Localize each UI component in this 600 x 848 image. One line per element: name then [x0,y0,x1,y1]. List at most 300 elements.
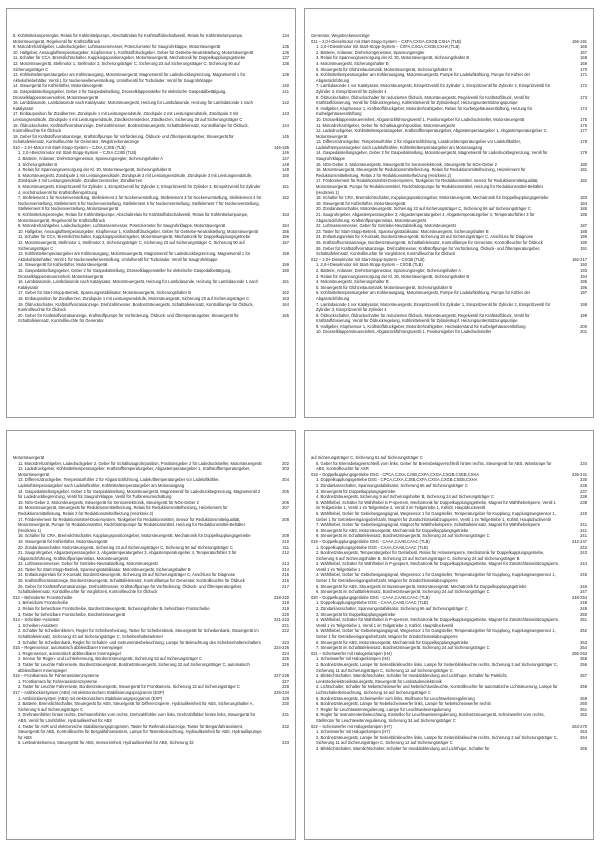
toc-entry-page: 178 [580,139,587,145]
toc-entry-title: 2. Batterie, Anlasser, Drehstromgenerator, Spannungsregler [316,49,425,55]
toc-entry-title: 6. Bordnetzsteuergerät, Lampe für Nebelscheinwerfer links, Lampe für Nebelscheinwerfer rechts [316,701,491,707]
toc-entry-page: 188 [580,228,587,234]
toc-entry-page: 235 [580,477,587,483]
toc-entry-title: 4. Motorsteuergerät, Sicherungshalter B [316,60,389,66]
toc-entry-page: 255 [580,656,587,662]
toc-entry [311,83,587,94]
toc-entry-title: 25. Kraftstoffvorratsanzeige, Bordnetzsteuergerät, Schalttafeleinsatz, Kontrolllampe für Generator, Kontrollleuchte für Öldruck [18,578,245,584]
toc-entry-page: 211 [282,544,289,550]
quadrant-bottom-left [6,430,296,840]
toc-entry [13,123,289,134]
toc-entry-page: 236 [580,482,587,488]
toc-entry-page: 195 [580,279,587,285]
toc-entry [311,572,587,583]
toc-entry-title: 12. Motorsteuergerät, Stellmotor 1, Stellmotor 2, Sicherungsträger C, Sicherung 23 auf Sicherungsträger C, Sicherung 90 auf Sicherungsträger C [13,60,240,72]
toc-entry-page: 263 [580,729,587,735]
toc-entry-page: 226 [282,661,289,667]
toc-entry-page: 201 [580,329,587,335]
toc-entry-title: 8. Öldruckschalter, Öldruckschalter für reduzierten Öldruck, Motorsteuergerät, Regelventil für Kraftstoffdruck, Ventil für Kraftstoffdosierung, Ventil für Öldruckregelung, Kühlmittelventil für Zylinderkopf, Heizungsunterstützungspumpe [316,94,530,106]
quadrant-top-left [6,8,296,418]
toc-entry-title: 3. Steuergerät für Doppelkupplungsgetriebe [316,488,396,494]
toc-entry-page: 163 [282,295,289,301]
toc-entry-title: 11. Schalter für CCA, Bremslichtschalter, Kupplungspositionsgeber, Motorsteuergerät, Mechatronik für Doppelkupplungsgetriebe [13,55,246,61]
toc-entry-page: 233 [282,740,289,746]
toc-entry [311,212,587,223]
toc-entry-page: 170 [580,66,587,72]
toc-entry-page: 142 [282,100,289,106]
toc-entry-page: 241 [580,522,587,528]
toc-entry-title: 21. Saugrohrgeber, Abgastemperaturgeber 2, Abgastemperaturgeber 4, Abgastemperaturgeber 4, Temperaturfühler 3 für Abgasrückführung, Kraftstoffpumpenrelais, Motorsteuergerät [316,212,535,223]
toc-entry-title: 013 – Behinderter Fronstscheibe [13,594,73,600]
toc-entry-page: 212 [282,550,289,556]
toc-entry-title: Motorsteuergerät [13,455,45,460]
toc-entry-page: 200 [580,323,587,329]
toc-entry-title: 3. Blinklichtschalter, Warnlichtschalter, Schalter für Handabblendung und Lichthupe, Schalter für Parklicht, Lenkstockelektroniksteuergerät, Steuergerät für Lenksäulenelektronik [316,673,508,684]
toc-entry-title: 4. Bordnetzsteuergerät, Sicherung 5 auf Sicherungshalter B, Sicherung 24 auf Sicherungsträger C [316,494,494,500]
toc-entry-title: 14. Steuergerät für Kühlerlüfter, Motorsteuergerät [13,83,103,89]
toc-entry-page: 177 [580,128,587,134]
toc-entry [311,302,587,313]
toc-entry-page: 235-241 [571,471,587,477]
toc-entry-page: 138 [282,60,289,66]
toc-entry [13,279,289,290]
toc-entry-title: 8. Öldruckschalter, Öldruckschalter für reduzierten Öldruck, Motorsteuergerät, Regelventil für Kraftstoffdruck, Ventil für Kraftstoffdosierung, Ventil für Öldruckregelung, Kühlmittelventil für Zylinderkopf, Heizungsunterstützungspumpe [316,312,530,324]
toc-entry-page: 152 [282,195,289,201]
toc-entry-page: 227-228 [273,673,289,679]
toc-entry-title: 2. Batterie, Bremslichtschalter, Steuergerät für ABS, Steuergerät für Differenzsperre, Hydraulikeinheit für ABS, Sicherungshalter A, Sicherung 6 auf Sicherungsträger C [18,701,254,712]
toc-entry-page: 168 [580,55,587,61]
toc-entry-title: 5. Steuergerät für ABS, Steuergerät im Bussteuergerät, Motorsteuergerät, Mechatronik für Doppelkupplungsgetriebe [316,583,527,589]
toc-entry-title: 3. Taster für Leuchte Fahrerseite, Bordnetzsteuergerät, Bordnetzsteuergerät, Sicherung 32 auf Sicherungsträger C, automatisch abblendbarer Innenspiegel [18,661,250,673]
toc-entry-page: 220 [282,611,289,617]
toc-entry-page: 215 [282,572,289,578]
toc-entry [13,712,289,723]
toc-entry-page: 191 [580,245,587,251]
toc-entry [13,111,289,122]
toc-entry-title: 1. 2,0-l-Benzinmotor mit Start-Stopp-System – CJXA,CJXB (TLB) [18,150,137,156]
toc-entry-title: 1. Beheizbare Frontscheibe [18,600,69,606]
toc-entry [13,466,289,477]
toc-entry-title: 6. Kühlmitteltemperaturgeber am Kühlerausgang, Motorsteuergerät, Pumpe für Ladeluftkühlung, Pumpe für Kühler der Abgasrückführung [316,72,531,83]
toc-entry-title: 20. Geber für Kraftstoffvorratsanzeige, Kraftstoffpumpe für Vorförderung, Öldruck- und Öltemperaturgeber, Steuergerät für Schaltafeleinsatz, Kontrollleuchte für Generator [18,312,239,324]
toc-entry-title: 22. Luftmassenmesser, Geber für Getriebe-Neutralstellung, Motorsteuergerät [18,561,158,567]
toc-entry-page: 222 [282,628,289,634]
toc-entry [13,195,289,212]
toc-entry-page: 257 [580,673,587,679]
toc-entry-page: 253 [580,639,587,645]
toc-entry-page: 181 [580,167,587,173]
toc-entry-page: 241 [580,527,587,533]
toc-entry-page: 258 [580,684,587,690]
toc-entry-page: 199 [580,312,587,318]
toc-entry [13,240,289,251]
toc-entry [13,628,289,639]
toc-entry-title: 15. NOx-Geber 2, Motorsteuergerät, Steuergerät für Sensorelektronik, Steuergerät für NOx-Geber 2 [316,161,497,167]
toc-entry-title: 2. Batterie, Anlasser, Drehstromgenerator, Spannungsregler, Sicherungshalter A [316,267,461,273]
toc-entry-title: 2. Batterie, Anlasser, Drehstromgenerator, Spannungsregler, Sicherungshalter A [18,156,163,162]
toc-entry [13,89,289,100]
toc-entry-page: 158 [282,251,289,257]
toc-entry-title: 20. Zündanlassschalter, Motorsteuergerät, Sicherung 23 auf Sicherungsträger C, Sicherung 56 auf Sicherungsträger C [18,544,233,550]
quadrant-top-right [304,8,594,418]
toc-entry-title: 3. Wählhebel, Schalter für Wählhebel in P-gesperrt, Mechatronik für Doppelkupplungsgetriebe, Magnet für Zündschlüsselabzugsperre, Ventil 1 im Teilgetriebe 1 [316,561,560,572]
toc-entry-title: 5. Motorsteuergerät, Zündspule 1 mit Leistungsendstufe, Zündspule 2 mit Leistungsendstufe, Zündspule 3 mit Leistungsendstufe, Zündspule 4 mit Leistungsendstufe, Zündkerzenstecker, Zündkerzen [18,172,253,184]
toc-entry-page: 242-247 [571,538,587,544]
toc-entry-title: 5. Wählhebel, Geber für Gebiebesgangsignal, Wegsensor 1 für Gangsteller, Temperaturgeber für Kupplung, Kupplungswegsensor 1, Geber 1 für Getriebeeingangsdrehzahl, Magnet für Zündschlüsselabzugsperre [316,628,556,639]
toc-list [311,33,587,335]
toc-entry-page: 180 [580,161,587,167]
toc-entry-title: 11. Motordrehzahlgeber, Ladedruckgeber 2, Geber für Schaltsaugrohrposition, Positionsgeber 2 für Ladedrucksteller, Motorsteuergerät [18,460,262,466]
toc-entry-title: 011 – 2,0-l-Dieselmotor mit Start-Stopp-System – CXFA,CXGA,CXGB,CXHA (TLB) [311,38,462,44]
toc-entry [311,746,587,752]
toc-entry-page: 255-262 [571,650,587,656]
toc-entry-title: 19. Geber für Kraftstoffvorratsanzeige, Kraftstoffpumpe für Vorförderung, Öldruck- und Öltemperaturgeber, Steuergerät für Schaltafeleinsatz, Kontrollleuchte für Generator, Wegstreckenanzeige [13,133,234,145]
toc-entry [13,184,289,195]
toc-entry-page: 249 [580,606,587,612]
toc-entry-page: 219 [282,606,289,612]
toc-entry-page: 159 [282,262,289,268]
toc-entry-page: 237 [580,488,587,494]
toc-entry-title: 26. Geber für Kraftstoffvorratsanzeige, Drehzahlmesser, Kraftstoffpumpe für Vorförderung, Öldruck- und Öltemperaturgeber, Schalttafeleinsatz, Kontrollleuchte für Vorglühzeit, Kontrollleuchte für Öldruck [316,245,541,257]
toc-entry-page: 140 [282,83,289,89]
toc-entry-title: 7. Stellelement 1 für Nockenverstellung, Stellelement 2 für Nockenverstellung, Stellelement 3 für Nockenverstellung, Stellelement 4 für Nockenverstellung, Stellelement 5 für Nockenverstellung, Stellelement 6 für Nockenverstellung, Stellelement 7 für Nockenverstellung, Stellelement 8 für Nockenverstellung, Motorsteuergerät [18,195,262,212]
toc-entry-title: 16. Motorsteuergerät, Steuergerät für Reduktionsmittelheizung, Relais für Reduktionsmittelheizung, Heizelement für Reduktionsmittelleitung, Relais 2 für Reduktionsmittelheizung (Heizkreis 2) [18,505,228,516]
toc-entry-title: 019 – Doppelkupplungsgetriebe DSG - CAAA,CAAB,CAAC (TLB) [311,538,430,544]
toc-entry-title: 3. Sicherungshalter B [18,161,58,167]
toc-entry-title: 1. Regensensor, automatisch abblendbarer Innenspiegel [18,650,121,656]
toc-entry-title: 12. Ladedruckgeber, Kühlmitteltemperaturgeber, Kraftstofftemperaturgeber, Abgastemperaturgeber 1, Abgastemperaturgeber 3, Motorsteuergerät [316,128,547,139]
toc-entry-title: 6. Kühlmitteltemperaturgeber am Kühlerausgang, Motorsteuergerät, Pumpe für Ladeluftkühlung, Pumpe für Kühler der Abgasrückführung [316,290,531,301]
toc-entry-page: 134 [282,33,289,38]
toc-entry-page: 238 [580,494,587,500]
toc-entry [13,701,289,712]
toc-entry-page: 247 [580,589,587,595]
toc-list [13,455,289,746]
toc-entry-title: 5. Bordnetzsteuergerät, Scheinwerfer vorn links, Stellmotor für Leuchtweitenregulierung [316,695,475,701]
toc-entry-page: 265 [580,745,587,751]
toc-list [311,455,587,751]
toc-entry [13,100,289,111]
toc-entry [13,505,289,516]
toc-entry-page: 151 [282,184,289,190]
toc-entry-title: 8. Kühlmittelumpenregler, Relais für Kühlmittelpumpe, Abschaltrelais für Kraftstoffabschaltventil, Relais für Kühlmittelumpumpe, Motorsteuergerät, Regelventil für Kraftstoffdruck [18,212,249,223]
toc-entry-page: 146-165 [273,144,289,150]
toc-entry [13,72,289,83]
toc-entry-title: 1. 2,0-l-Dieselmotor mit Start-Stopp-System – CXGB (TLB) [316,262,423,268]
toc-entry-page: 218 [282,600,289,606]
toc-entry-page: 224-226 [273,645,289,651]
toc-entry-page: 218-220 [273,594,289,600]
toc-entry-page: 183 [580,195,587,201]
toc-entry [311,673,587,684]
toc-entry-page: 193 [580,267,587,273]
toc-entry-title: 1. Scheinwerfer mit Halogenlampen (H7) [316,729,390,735]
toc-entry-page: 256 [580,661,587,667]
toc-entry-page: 223 [282,639,289,645]
toc-entry-title: 7. Wählhebel, Geber für Gebiebesgangsignal, Magnet für Wählhebelsperre, Schalttafeleinsatz, Magnet für Wählhebelsperre [316,522,541,528]
toc-entry [311,329,587,335]
toc-entry-page: 184 [580,200,587,206]
toc-entry [13,173,289,184]
toc-entry-title: 10. Drosselklappensteuereinheit, Abgasrückführungsventil 1, Positionsgeber für Ladedrucksteller, Motorsteuergerät [316,116,525,122]
toc-entry-title: 18. Schalter für CRA, Bremslichtschalter, Kupplungspositionsgeber, Motorsteuergerät, Mechatronik für Doppelkupplungsgetriebe [316,195,549,201]
toc-entry [13,33,289,44]
toc-entry-page: 221-223 [273,617,289,623]
toc-entry-page: 261 [580,706,587,712]
toc-entry-title: 2. Zündanlassschalter, Spannungsstabilisator, Sicherung 56 auf Sicherungsträger C [316,606,468,612]
toc-entry-title: 1. 2,0-l-Dieselmotor mit Start-Stopp-System – CXFA,CXGA,CXGB,CXHA (TLB) [316,44,460,50]
toc-entry-page: 157 [282,239,289,245]
toc-entry-page: 263-270 [571,723,587,729]
quadrant-bottom-right [304,430,594,840]
toc-entry-title: 1. Doppelkupplungsgetriebe DSG - CAAA,CAAB,CAAC (TLB) [316,544,428,550]
toc-entry-title: 4. Motorsteuergerät, Sicherungshalter B [316,279,389,285]
toc-entry-title: 014 – Scheiben-Assistent [13,617,60,623]
toc-entry-title: 16. Lambdasonde, Lambdasonde nach Katalysator, Motorsteuergerät, Heizung für Lambdasonde, Heizung für Lambdasonde 1 nach Katalysator [13,100,253,111]
toc-entry-title: 012 – 2,0-l-Dieselmotor mit Start-Stopp-System – CXGB (TLB) [311,256,425,262]
toc-entry-title: 4. Taster für ASR und elektronische Stabilisierungsprogramm, Taster für Reifendruckanzeige, Taster für Berganfahrassistent, Steuergerät für ABS, Kontrollleuchte für Bergabfahrassistent, Lampe für Tastenbeleuchtung, Hydraulikeinheit für ABS, Hydraulikpumpe für ABS [18,723,262,740]
toc-entry [311,246,587,257]
toc-entry-title: 8. Regler für Instrumentenbeleuchtung, Einsteller für Leuchtweitenregulierung, Bordnetzsteuergerät, Scheinwerfer vorn rechts, Stellmotor für Leuchtweitenregulierung, Sicherung 34 auf Sicherungsträger C [316,712,545,723]
toc-entry-title: 20. Zündanlassschalter, Motorsteuergerät, Sicherung 23 auf Sicherungsträger C, Sicherung 56 auf Sicherungsträger C [316,206,531,212]
toc-entry-title: 2. Sensor für Regen- und Lichterkennung, Bordnetzsteuergerät, Sicherung 53 auf Sicherungsträger C [18,656,203,662]
toc-entry [13,477,289,488]
toc-entry-page: 198 [580,301,587,307]
toc-entry-title: 11. Motordrehzahlgeber, Geber für Schaltsaugrohrposition, Motorsteuergerät [316,122,455,128]
toc-entry-page: 172 [580,83,587,89]
toc-entry-page: 148 [282,161,289,167]
toc-entry-page: 230 [282,701,289,707]
toc-entry [13,268,289,279]
toc-entry-title: 9. Motordrehzahlgeber, Ladedruckgeber, Luftmassenmesser, Potenziometer für Saugrohrklappe, Motorsteuergerät [18,223,226,229]
toc-entry-page: 192-217 [571,256,587,262]
toc-entry [13,584,289,595]
toc-entry-title: 3. Relais für Spannungsversorgung der Kl. 30, Motorsteuergerät, Sicherungshalter B [316,273,470,279]
toc-entry [311,561,587,572]
toc-entry-title: 2. Relais für beheizbare Frontscheibe, Bordnetzsteuergerät, Sicherungshalter B, beheizbare Frontscheibe [18,606,210,612]
toc-entry-page: 251 [580,617,587,623]
toc-entry-title: 13. Differenzdruckgeber, Temperaturfühler 2 für Abgasrückführung, Lastdrucktemperaturgeber vor Ladeluftkühler, Ladelufttemperaturgeber nach Ladeluftkühler, Kühlmitteltemperaturgeber am Motorausgang [316,139,521,150]
toc-entry-page: 171 [580,72,587,78]
toc-entry [13,489,289,500]
toc-entry-page: 260 [580,701,587,707]
toc-entry-title: 7. Regler für Leuchtweitenregulierung, Lampe für Leuchtweitenregulierung [316,706,451,712]
toc-entry-page: 187 [580,223,587,229]
toc-entry-page: 160 [282,267,289,273]
toc-entry-page: 207 [282,505,289,511]
toc-entry [311,628,587,639]
toc-entry-page: 229 [282,695,289,701]
toc-entry-page: 239 [580,499,587,505]
toc-entry [13,662,289,673]
toc-entry [311,313,587,324]
toc-entry-page: 196 [580,284,587,290]
toc-entry [311,617,587,628]
toc-entry-page: 209 [282,533,289,539]
toc-entry-title: 10. Hallgeber, Ansauglufttemperaturgeber, Klopfsensor 1, Kraftstoffdruckgeber, Geber für Getriebe-Neutralstellung, Motorsteuergerät [13,49,254,55]
toc-entry-page: 250 [580,611,587,617]
toc-entry-title: 1. Doppelkupplungsgetriebe DSG - CPCA,CJXA,CJXB,CXFA,CXGA,CXGB,CXEB,CXHA [316,477,478,483]
toc-entry-title: 18. Öldruckschalter, Kraftstoffvorratsanzeige, Drehzahlmesser, Bordnetzsteuergerät, Schalttafeleinsatz, Kontrolllampe für Öldruck, Kontrollleuchte für Öldruck [13,122,249,134]
toc-entry-page: 240 [580,510,587,516]
toc-entry-page: 139 [282,72,289,78]
toc-entry-page: 213 [282,561,289,567]
toc-entry-title: 17. Einbauposition für Zündkerzen, Zündspule 1 mit Leistungsendstufe, Zündspule 2 mit Leistungsendstufe, Zündspule 3 mit Leistungsendstufe, Zündspule 4 mit Leistungsendstufe, Zündkerzenstecker, Zündkerzen, Sicherung 20 auf Sicherungsträger C [13,111,243,122]
toc-entry-page: 259 [580,695,587,701]
toc-entry-page: 210 [282,538,289,544]
toc-entry-title: 6. Steuergerät im Schalttafeleinsatz, Bordnetzsteuergerät, Sicherung 24 auf Sicherungsträger C [316,589,490,595]
toc-entry-page: 227 [282,678,289,684]
toc-entry-title: 7. Lambdasonde 1 vor Katalysator, Motorsteuergerät, Einspritzventil für Zylinder 1, Einspritzventil für Zylinder 2, Einspritzventil für Zylinder 3, Einspritzventil für Zylinder 4 [316,301,551,313]
toc-entry [311,290,587,301]
toc-entry-page: 264 [580,734,587,740]
toc-entry-page: 225 [282,656,289,662]
toc-entry-title: 5. Lenkwinkelsensor, Steuergerät für ABS, Sensoreinheit, Hydraulikeinheit für ABS, Sicherung 32 [18,740,194,746]
toc-entry [311,511,587,522]
toc-entry-page: 147 [282,156,289,162]
toc-entry-page: 175 [580,116,587,122]
toc-entry [311,500,587,511]
toc-entry-title: 23. Taster für Start-Stopp-Betrieb, Spannungsstabilisator, Motorsteuergerät, Sicherungshalter B [18,566,191,572]
toc-entry-page: 228 [282,684,289,690]
toc-entry-page: 165 [282,312,289,318]
toc-entry-title: 16. Lambdasonde, Lambdasonde nach Katalysator, Motorsteuergerät, Heizung für Lambdasonde, Heizung für Lambdasonde 1 nach Katalysator [18,279,258,290]
toc-entry-title: 10. Drosselklappensteuereinheit, Abgasrückführungsventil 1, Positionsgeber für Ladedrucksteller [316,329,492,335]
toc-entry-page: 161 [282,279,289,285]
toc-entry-title: 4. Wählhebel, Geber für Gebiebesgangsignal, Wegsensor 1 für Gangsteller, Temperaturgeber für Kupplung, Kupplungswegsensor 1, Geber 1 für Getriebeeingangsdrehzahl, Magnet für Zündschlüsselabzugsperre [316,572,556,584]
toc-entry-page: 232 [282,723,289,729]
toc-entry-title: 022 – Scheinwerfer mit Halogenlampen (H7) [311,723,392,729]
toc-entry [311,106,587,117]
toc-entry-title: 1. Doppelkupplungsgetriebe DSG - CAAA,CAAB,CAAC (TLB) [316,600,428,606]
toc-entry-title: 2. Taster für Leuchte Fahrerseite, Bordnetzsteuergerät, Steuergerät für Frontkamera, Sicherung 32 auf Sicherungsträger C [18,684,241,690]
toc-entry-title: 8. Steuergerät für ABS, Motorsteuergerät, Mechatronik für Doppelkupplungsgetriebe [316,527,469,533]
toc-entry-title: 7. Steuergerät im Schalttafeleinsatz, Bordnetzsteuergerät, Sicherung 24 auf Sicherungsträger C [316,645,490,651]
toc-entry-page: 194 [580,273,587,279]
toc-entry-page: 145 [282,133,289,139]
toc-entry [311,128,587,139]
toc-entry [311,712,587,723]
toc-entry-title: 14. Steuergerät für Kühlerlüfter, Motorsteuergerät [18,262,108,268]
toc-entry-page: 214 [282,566,289,572]
toc-entry-title: 17. Förderelement für Reduktionsmittel-Dosiersystem, Tankgeber für Reduktionsmittel, Sensor für Reduktionsmittelqualität, Motorsteuergerät, Pumpe für Reduktionsmittel, Rückförderpumpe für Reduktionsmittel, Heizung für Reduktionsmittel-Behälter (Heizkreis 1) [316,178,544,195]
toc-entry-title: 020 – Doppelkupplungsgetriebe DSG - CAAA,CAAB,CAAC (TLB) [311,594,430,600]
toc-entry-page: 206 [282,499,289,505]
toc-entry-title: 2. Schalter für Scheibenklemm, Regler für Scheibenheizung, Taster für Scheibenbank, Steuergerät für Scheibenbank, Steuergerät im Schalttafeleinsatz, Sicherung 43 auf Sicherungsträger C, Scheibenhalterwärmer [18,628,259,639]
toc-entry-title: 9. Steuergerät im Schalttafeleinsatz, Bordnetzsteuergerät, Sicherung 24 auf Sicherungsträger C [316,533,490,539]
toc-entry-page: 262 [580,712,587,718]
toc-entry-title: 015 – Regensensor, automatisch abblendbarer Innenspiegel [13,645,123,651]
toc-entry-page: 162 [282,290,289,296]
toc-entry-page: 169 [580,60,587,66]
toc-entry-page: 153 [282,212,289,217]
toc-entry-title: 25. Kraftstoffvorratsanzeige, Bordnetzsteuergerät, Schalttafeleinsatz, Kontrolllampe für Generator, Kontrollleuchte für Öldruck [316,239,543,245]
toc-entry-title: 11. Schalter für CCA, Bremslichtschalter, Kupplungspositionsgeber, Motorsteuergerät, Mechatronik für Doppelkupplungsgetriebe [18,234,251,240]
toc-entry-page: 246 [580,583,587,589]
toc-entry-title: 13. Differenzdruckgeber, Temperaturfühler 2 für Abgasrückführung, Ladelufttemperaturgeber vor Ladeluftkühler, Ladelufttemperaturgeber nach Ladeluftkühler, Kühlmitteltemperaturgeber am Motorausgang [18,477,220,488]
toc-entry-title: 15. NOx-Geber 2, Motorsteuergerät, Steuergerät für Sensorelektronik, Steuergerät für NOx-Geber 2 [18,499,199,505]
toc-entry-title: 14. Gaspedalstellungsgeber, Geber 2 für Gaspedalstellung, Motorsteuergerät, Magnetventil für Ladedruckbegrenzung, Magnetventil 2 für Ladedruckbegrenzung, Ventil für Saugrohrklappe, Ventil für Turbinenumschaltung [18,488,261,500]
toc-entry-title: 24. Entlastungsrelais für X-Kontakt, Bordnetzsteuergerät, Sicherung 28 auf Sicherungsträger C, Anschluss für Diagnose [18,572,236,578]
toc-entry-page: 154 [282,223,289,229]
toc-entry-page: 166 [580,44,587,50]
toc-entry-title: 18. Schalter für CRA, Bremslichtschalter, Kupplungspositionsgeber, Motorsteuergerät, Mechatronik für Doppelkupplungsgetriebe [18,533,251,539]
toc-entry [13,517,289,534]
toc-entry-page: 144 [282,122,289,128]
toc-entry-page: 141 [282,88,289,94]
toc-entry-page: 176 [580,122,587,128]
toc-entry [13,740,289,746]
toc-entry-title: 12. Motorsteuergerät, Stellmotor 1, Stellmotor 2, Sicherungsträger C, Sicherung 23 auf Sicherungsträger C, Sicherung 90 auf Sicherungsträger C [18,239,245,251]
toc-entry [311,139,587,150]
toc-entry [13,212,289,223]
toc-entry-title: 9. Hallgeber, Klopfsensor 1, Kraftstoffdruckgeber, Motordrehzahlgeber, Relais für Kurbelgehäuseentlüftung, Heizung für Kurbelgehäuseentlüftung [316,105,533,117]
toc-entry-page: 190 [580,239,587,245]
toc-entry [13,550,289,561]
toc-entry-page: 149 [282,167,289,173]
toc-entry [311,95,587,106]
toc-entry-page: 205 [282,488,289,494]
toc-entry-title: 23. Taster für Start-Stopp-Betrieb, Spannungsstabilisator, Motorsteuergerät, Sicherungshalter B [316,228,489,234]
toc-entry [311,167,587,178]
toc-entry-title: 26. Geber für Kraftstoffvorratsanzeige, Drehzahlmesser, Kraftstoffpumpe für Vorförderung, Öldruck- und Öltemperaturgeber, Schalttafeleinsatz, Kontrollleuchte für Vorglühzeit, Kontrollleuchte für Öldruck [18,583,243,595]
toc-entry-title: 17. Förderelement für Reduktionsmittel-Dosiersystem, Tankgeber für Reduktionsmittel, Sensor für Reduktionsmittelqualität, Motorsteuergerät, Pumpe für Reduktionsmittel, Rückförderpumpe für Reduktionsmittel, Heizung für Reduktionsmittel-Behälter (Heizkreis 1) [18,516,246,533]
toc-entry-title: 7. Lambdasonde 1 vor Katalysator, Motorsteuergerät, Einspritzventil für Zylinder 1, Einspritzventil für Zylinder 2, Einspritzventil für Zylinder 3, Einspritzventil für Zylinder 4 [316,83,551,94]
toc-entry-title: 010 – 2,0-l-Motor mit Start-Stopp-System – CJXA,CJXB (TLB) [13,144,126,150]
toc-entry-title: 18. Einbauposition für Zündkerzen, Zündspule 1 mit Leistungsendstufe, Motorsteuergerät, Sicherung 20 auf Sicherungsträger C [18,295,250,301]
toc-entry-page: 155 [282,228,289,234]
toc-entry-page: 252 [580,628,587,634]
toc-entry-title: 4. Relais für Spannungsversorgung der Kl. 30, Motorsteuergerät, Sicherungshalter B [18,167,172,173]
toc-entry-title: 1. Scheinwerfer mit Halogenlampen (H4) [316,656,390,662]
toc-entry-title: 6. Wählhebel, Geber für Gebiebesgangsignal, Wegsensor 1 für Gangsteller, Temperaturgeber für Kupplung, Kupplungswegsensor 1, Geber 1 für Getriebeeingangsdrehzahl, Magnet für Zündschlüsselabzugsperre, Ventil 1 im Teilgetriebe 1, Kühlöl, Hauptdruckventil [316,510,556,522]
toc-entry-title: 8. Kühlmittelumpenregler, Relais für Kühlmittelpumpe, Abschaltrelais für Kraftstoffabschaltventil, Relais für Kühlmittelumpumpe, Motorsteuergerät, Regelventil für Kraftstoffdruck [13,33,244,44]
toc-entry [13,724,289,741]
toc-entry-title: 22. Luftmassenmesser, Geber für Getriebe-Neutralstellung, Motorsteuergerät [316,223,456,229]
toc-entry-page: 189 [580,234,587,240]
toc-entry-page: 203 [282,466,289,472]
toc-entry-page: 248-254 [571,594,587,600]
toc-entry-page: 164 [282,301,289,307]
toc-entry-page: 156 [282,234,289,240]
toc-entry-title: 5. Wählhebel, Schalter für Wählhebel in P-sperrem, Mechatronik für Doppelkupplungsgetriebe, Magnet für Wählhebelsperre, Ventil 1 im Teilgetriebe 1, Ventil 1 im Teilgetriebe 2, Ventil 3 im Teilgetriebe 1, Kühlöl, Hauptdruckventil [316,499,556,511]
toc-entry-title: 15. Gaspedalstellungsgeber, Geber 2 für Gaspedalstellung, Drosselklappensteller für elektrische Gaspedalbetätigung, Drosselklappensteuereinheit, Motorsteuergerät [18,267,232,279]
toc-entry-title: 16. Motorsteuergerät, Steuergerät für Reduktionsmittelheizung, Relais für Reduktionsmittelheizung, Heizelement für Reduktionsmittelleitung, Relais 2 für Reduktionsmittelheizung (Heizkreis 2) [316,167,526,178]
toc-entry-title: 19. Öldruckschalter, Kraftstoffvorratsanzeige, Drehzahlmesser, Bordnetzsteuergerät, Schalttafeleinsatz, Kontrolllampe für Öldruck, Kontrollleuchte für Öldruck [18,301,254,313]
toc-entry-page: 197 [580,290,587,296]
toc-entry-page: 245 [580,572,587,578]
toc-entry-page: 136 [282,49,289,55]
toc-entry-title: 15. Gaspedalstellungsgeber, Geber 2 für Gaspedalstellung, Drosselklappensteller für elektrische Gaspedalbetätigung, Drosselklappensteuereinheit, Motorsteuergerät [13,88,227,100]
toc-entry-title: 2. Zündanlassschalter, Spannungsstabilisator, Sicherung 56 auf Sicherungsträger C [316,482,468,488]
toc-entry [13,302,289,313]
toc-entry [311,662,587,673]
toc-entry [13,61,289,72]
toc-entry-page: 244 [580,561,587,567]
toc-entry [13,134,289,145]
toc-entry-page: 241 [580,533,587,539]
toc-entry-title: 19. Steuergerät für Kühlerlüfter, Motorsteuergerät [316,200,406,206]
toc-entry-page: 254 [580,645,587,651]
toc-entry [13,313,289,324]
toc-entry-page: 185 [580,206,587,212]
toc-entry-title: auf Sicherungsträger C, Sicherung 51 auf Sicherungsträger C [311,455,423,460]
toc-entry-page: 208 [282,516,289,522]
toc-entry-page: 179 [580,150,587,156]
toc-entry [13,251,289,262]
toc-entry-page: 186 [580,212,587,217]
toc-entry-page: 150 [282,172,289,178]
